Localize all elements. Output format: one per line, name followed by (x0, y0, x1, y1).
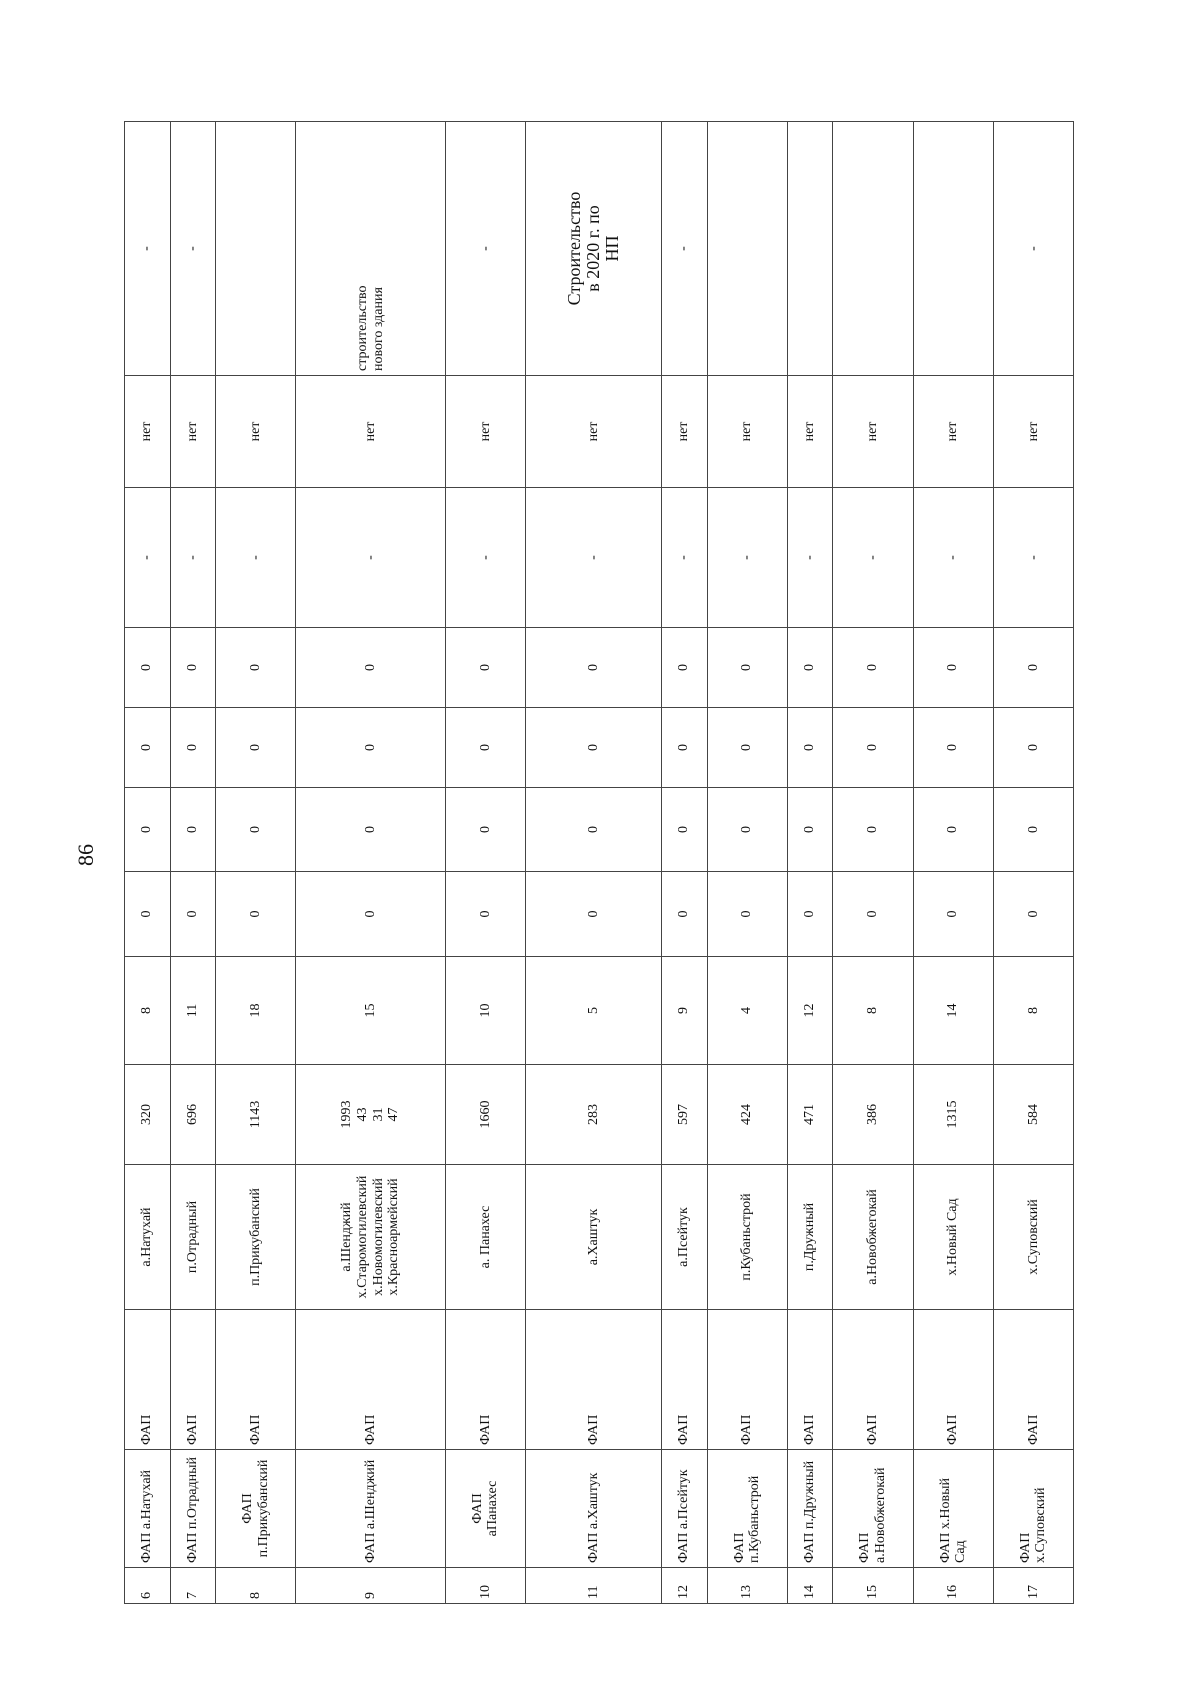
table-row (125, 122, 171, 1604)
facility-name: ФАП п.Кубаньстрой (707, 1450, 787, 1568)
population: 1315 (913, 1065, 993, 1165)
row-number: 6 (125, 1568, 171, 1604)
need-cell: нет (445, 376, 525, 488)
need-cell: нет (170, 376, 216, 488)
table-row (662, 122, 708, 1604)
facility-type: ФАП (525, 1310, 661, 1450)
value-cell: 0 (993, 628, 1073, 708)
served-settlements: п.Кубаньстрой (707, 1165, 787, 1310)
need-cell: нет (913, 376, 993, 488)
value-cell: 0 (787, 872, 833, 957)
value-cell: 0 (707, 872, 787, 957)
population: 696 (170, 1065, 216, 1165)
note-cell (216, 122, 296, 376)
facility-name: ФАП а.Псейтук (662, 1450, 708, 1568)
page-number: 86 (73, 844, 98, 866)
facility-type: ФАП (445, 1310, 525, 1450)
value-cell: 0 (662, 872, 708, 957)
value-cell: 0 (296, 788, 445, 872)
table-row (787, 122, 833, 1604)
value-cell: - (913, 488, 993, 628)
facility-name: ФАП а.Шенджий (296, 1450, 445, 1568)
served-settlements: а. Панахес (445, 1165, 525, 1310)
value-cell: 5 (525, 957, 661, 1065)
value-cell: 0 (662, 708, 708, 788)
facility-type: ФАП (170, 1310, 216, 1450)
note-cell: строительство нового здания (296, 122, 445, 376)
value-cell: - (525, 488, 661, 628)
population: 584 (993, 1065, 1073, 1165)
facility-type: ФАП (662, 1310, 708, 1450)
value-cell: - (216, 488, 296, 628)
facility-type: ФАП (833, 1310, 913, 1450)
value-cell: 0 (170, 628, 216, 708)
table-row (445, 122, 525, 1604)
note-cell (787, 122, 833, 376)
population: 283 (525, 1065, 661, 1165)
note-cell: - (170, 122, 216, 376)
facilities-table (124, 121, 1074, 1604)
value-cell: 0 (445, 628, 525, 708)
facility-type: ФАП (913, 1310, 993, 1450)
row-number: 7 (170, 1568, 216, 1604)
value-cell: 0 (913, 788, 993, 872)
value-cell: - (662, 488, 708, 628)
value-cell: 8 (125, 957, 171, 1065)
served-settlements: п.Дружный (787, 1165, 833, 1310)
facility-type: ФАП (216, 1310, 296, 1450)
facility-name: ФАП п.Дружный (787, 1450, 833, 1568)
value-cell: 0 (216, 708, 296, 788)
value-cell: 0 (993, 872, 1073, 957)
facility-type: ФАП (787, 1310, 833, 1450)
value-cell: 0 (125, 628, 171, 708)
table-row (296, 122, 445, 1604)
value-cell: 0 (833, 788, 913, 872)
value-cell: - (707, 488, 787, 628)
value-cell: 8 (833, 957, 913, 1065)
need-cell: нет (662, 376, 708, 488)
value-cell: 0 (707, 708, 787, 788)
facility-name: ФАП п.Прикубанский (216, 1450, 296, 1568)
population: 424 (707, 1065, 787, 1165)
value-cell: 0 (296, 708, 445, 788)
value-cell: 15 (296, 957, 445, 1065)
served-settlements: п.Прикубанский (216, 1165, 296, 1310)
facility-name: ФАП а.Натухай (125, 1450, 171, 1568)
value-cell: 0 (833, 628, 913, 708)
value-cell: 8 (993, 957, 1073, 1065)
value-cell: 0 (525, 708, 661, 788)
table-row (525, 122, 661, 1604)
served-settlements: х.Суповский (993, 1165, 1073, 1310)
value-cell: 0 (913, 628, 993, 708)
served-settlements: п.Отрадный (170, 1165, 216, 1310)
value-cell: 0 (707, 788, 787, 872)
row-number: 15 (833, 1568, 913, 1604)
rotated-table-wrapper (124, 122, 1074, 1604)
table-row (216, 122, 296, 1604)
population: 1993 43 31 47 (296, 1065, 445, 1165)
value-cell: 0 (833, 872, 913, 957)
value-cell: 0 (787, 708, 833, 788)
facility-name: ФАП а.Хаштук (525, 1450, 661, 1568)
row-number: 13 (707, 1568, 787, 1604)
value-cell: 0 (296, 872, 445, 957)
value-cell: 0 (993, 788, 1073, 872)
need-cell: нет (525, 376, 661, 488)
note-cell: Строительство в 2020 г. по НП (525, 122, 661, 376)
value-cell: 0 (662, 788, 708, 872)
value-cell: 0 (216, 872, 296, 957)
value-cell: 0 (445, 872, 525, 957)
facility-type: ФАП (707, 1310, 787, 1450)
need-cell: нет (707, 376, 787, 488)
served-settlements: а.Псейтук (662, 1165, 708, 1310)
value-cell: 0 (445, 708, 525, 788)
need-cell: нет (296, 376, 445, 488)
population: 1143 (216, 1065, 296, 1165)
served-settlements: а.Натухай (125, 1165, 171, 1310)
row-number: 12 (662, 1568, 708, 1604)
population: 471 (787, 1065, 833, 1165)
note-cell: - (125, 122, 171, 376)
row-number: 8 (216, 1568, 296, 1604)
served-settlements: х.Новый Сад (913, 1165, 993, 1310)
population: 320 (125, 1065, 171, 1165)
served-settlements: а.Новобжегокай (833, 1165, 913, 1310)
value-cell: 0 (125, 872, 171, 957)
value-cell: 0 (445, 788, 525, 872)
facility-name: ФАП х.Суповский (993, 1450, 1073, 1568)
row-number: 17 (993, 1568, 1073, 1604)
row-number: 14 (787, 1568, 833, 1604)
value-cell: - (833, 488, 913, 628)
facility-name: ФАП п.Отрадный (170, 1450, 216, 1568)
need-cell: нет (787, 376, 833, 488)
table-row (913, 122, 993, 1604)
value-cell: 10 (445, 957, 525, 1065)
note-cell (913, 122, 993, 376)
value-cell: - (445, 488, 525, 628)
value-cell: 0 (833, 708, 913, 788)
value-cell: 0 (216, 628, 296, 708)
served-settlements: а.Шенджий х.Старомогилевский х.Новомогилевский х.Красноармейский (296, 1165, 445, 1310)
value-cell: 0 (216, 788, 296, 872)
table-row (833, 122, 913, 1604)
value-cell: - (296, 488, 445, 628)
population: 1660 (445, 1065, 525, 1165)
need-cell: нет (125, 376, 171, 488)
population: 386 (833, 1065, 913, 1165)
value-cell: 0 (913, 872, 993, 957)
value-cell: 4 (707, 957, 787, 1065)
population: 597 (662, 1065, 708, 1165)
value-cell: 0 (170, 788, 216, 872)
row-number: 16 (913, 1568, 993, 1604)
value-cell: 0 (525, 788, 661, 872)
value-cell: 0 (707, 628, 787, 708)
value-cell: 0 (787, 628, 833, 708)
note-cell: - (662, 122, 708, 376)
value-cell: 9 (662, 957, 708, 1065)
table-row (707, 122, 787, 1604)
note-cell (833, 122, 913, 376)
value-cell: 0 (296, 628, 445, 708)
value-cell: - (125, 488, 171, 628)
row-number: 10 (445, 1568, 525, 1604)
value-cell: 0 (662, 628, 708, 708)
served-settlements: а.Хаштук (525, 1165, 661, 1310)
need-cell: нет (993, 376, 1073, 488)
facility-name: ФАП аПанахес (445, 1450, 525, 1568)
table-row (170, 122, 216, 1604)
facility-name: ФАП х.Новый Сад (913, 1450, 993, 1568)
value-cell: 14 (913, 957, 993, 1065)
value-cell: 0 (787, 788, 833, 872)
facility-name: ФАП а.Новобжегокай (833, 1450, 913, 1568)
facility-type: ФАП (296, 1310, 445, 1450)
need-cell: нет (833, 376, 913, 488)
note-cell: - (993, 122, 1073, 376)
value-cell: - (993, 488, 1073, 628)
value-cell: 0 (993, 708, 1073, 788)
note-cell (707, 122, 787, 376)
row-number: 9 (296, 1568, 445, 1604)
value-cell: 0 (170, 872, 216, 957)
value-cell: 0 (525, 872, 661, 957)
need-cell: нет (216, 376, 296, 488)
row-number: 11 (525, 1568, 661, 1604)
facility-type: ФАП (993, 1310, 1073, 1450)
table-body (125, 122, 1074, 1604)
value-cell: 0 (913, 708, 993, 788)
note-cell: - (445, 122, 525, 376)
value-cell: 0 (170, 708, 216, 788)
facility-type: ФАП (125, 1310, 171, 1450)
value-cell: 0 (125, 708, 171, 788)
value-cell: 0 (125, 788, 171, 872)
value-cell: 0 (525, 628, 661, 708)
value-cell: - (170, 488, 216, 628)
value-cell: 11 (170, 957, 216, 1065)
value-cell: 12 (787, 957, 833, 1065)
table-row (993, 122, 1073, 1604)
value-cell: - (787, 488, 833, 628)
value-cell: 18 (216, 957, 296, 1065)
